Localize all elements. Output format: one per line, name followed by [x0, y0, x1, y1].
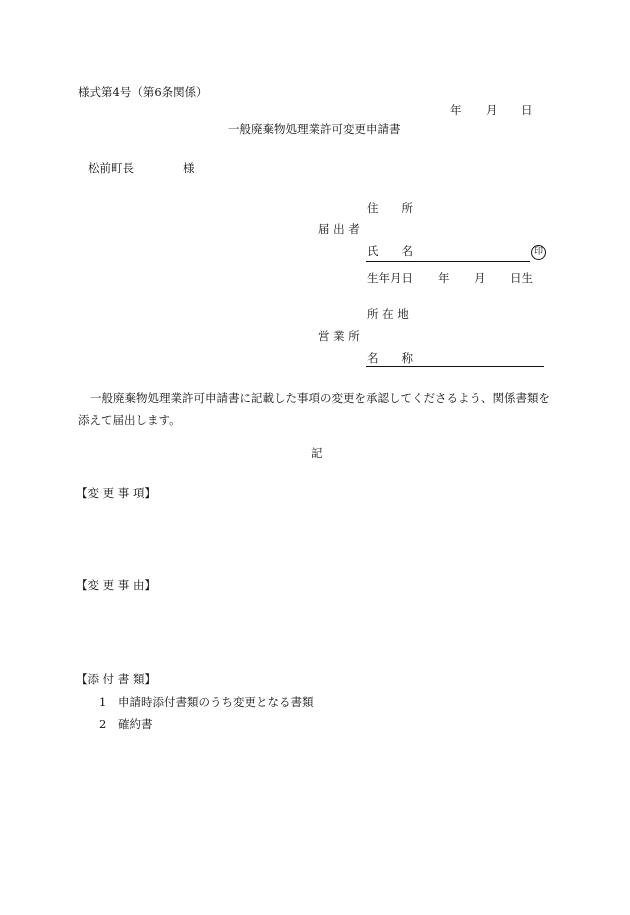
section-change-reason: 【変 更 事 由】 [76, 578, 156, 592]
addressee-honorific: 様 [183, 161, 195, 175]
name-label: 氏 名 [367, 244, 413, 258]
attachment-2-text: 確約書 [118, 717, 153, 731]
body-paragraph: 一般廃棄物処理業許可申請書に記載した事項の変更を承認してくださるよう、関係書類を添えて届出します。 [78, 391, 550, 427]
date-day: 日 [521, 103, 533, 117]
business-name-label: 名 称 [367, 351, 413, 365]
birth-label: 生年月日 [367, 271, 413, 285]
business-name-underline [366, 366, 544, 367]
attachment-1-num: 1 [99, 695, 107, 709]
birth-year: 年 [438, 271, 450, 285]
birth-month: 月 [474, 271, 486, 285]
applicant-group-label: 届 出 者 [318, 222, 360, 236]
section-change-items: 【変 更 事 項】 [76, 486, 156, 500]
addressee-name: 松前町長 [88, 161, 134, 175]
date-month: 月 [486, 103, 498, 117]
attachment-1-text: 申請時添付書類のうち変更となる書類 [118, 695, 314, 709]
business-group-label: 営 業 所 [318, 329, 360, 343]
date-year: 年 [450, 103, 462, 117]
page-title: 一般廃棄物処理業許可変更申請書 [228, 122, 401, 136]
form-number: 様式第4号（第6条関係） [78, 85, 208, 99]
ki-mark: 記 [311, 446, 323, 460]
attachment-2-num: 2 [99, 717, 107, 731]
section-attachments: 【添 付 書 類】 [76, 672, 156, 686]
name-underline [366, 261, 530, 262]
location-label: 所 在 地 [367, 307, 409, 321]
address-label: 住 所 [367, 201, 413, 215]
birth-suffix: 日生 [510, 271, 533, 285]
seal-mark: 印 [531, 245, 546, 260]
